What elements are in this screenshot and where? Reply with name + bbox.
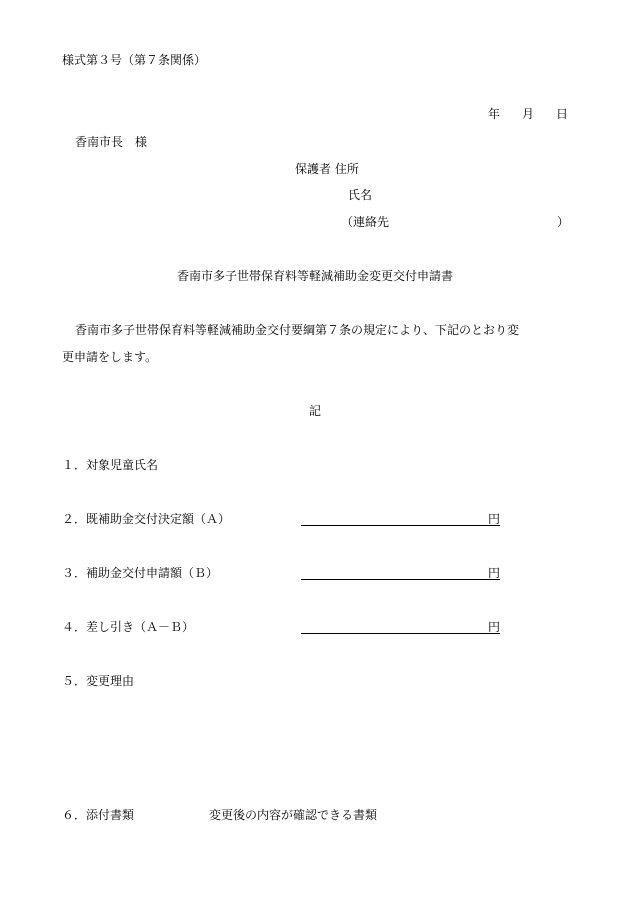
date-year: 年 [488,107,501,121]
yen-unit: 円 [488,566,501,580]
name-label: 氏名 [348,188,373,202]
amount-underline [301,525,500,526]
item-label: ３．補助金交付申請額（Ｂ） [62,566,219,580]
date-day: 日 [556,107,569,121]
contact-close: ） [557,215,570,229]
form-number: 様式第３号（第７条関係） [62,53,207,67]
item-label: ４．差し引き（Ａ－Ｂ） [62,620,195,634]
item-label: ２．既補助金交付決定額（Ａ） [62,512,231,526]
document-title: 香南市多子世帯保育料等軽減補助金変更交付申請書 [176,269,453,283]
amount-underline [301,579,500,580]
yen-unit: 円 [488,512,501,526]
body-line-2: 更申請をします。 [62,350,158,364]
contact-open: （連絡先 [341,215,390,229]
amount-underline [301,633,500,634]
item-label: １．対象児童氏名 [62,458,159,472]
item-label: ６．添付書類 [62,808,135,822]
item-label: ５．変更理由 [62,674,135,688]
addressee: 香南市長 様 [75,135,148,149]
yen-unit: 円 [488,620,501,634]
address-label: 保護者 住所 [295,162,359,176]
date-month: 月 [522,107,535,121]
body-line-1: 香南市多子世帯保育料等軽減補助金交付要綱第７条の規定により、下記のとおり変 [75,323,520,337]
ki-heading: 記 [309,404,322,418]
attachment-value: 変更後の内容が確認できる書類 [209,808,378,822]
